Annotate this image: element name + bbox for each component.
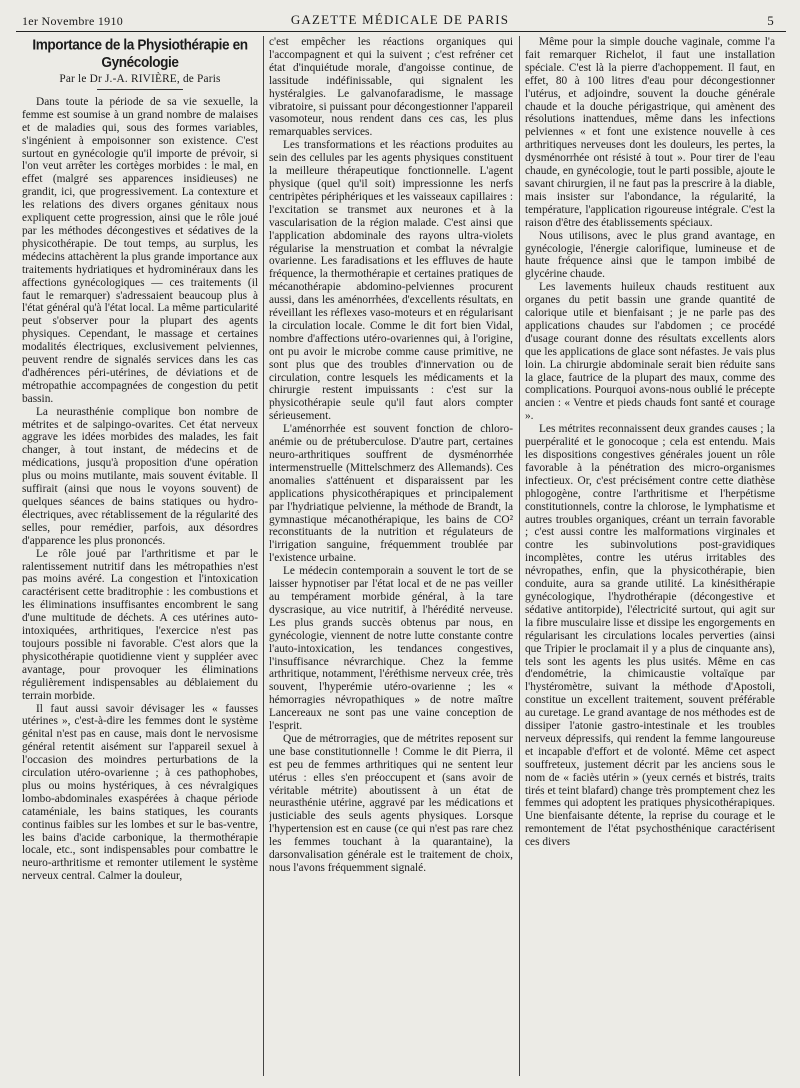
paragraph: c'est empêcher les réactions organiques qui l'accompagnent et qui la suivent ; c'est refréner cet état d'inquiétude morale, d'angoisse continue, de lassitude indéfinissable, qui signalent les hystéralgies. Le galvanofaradisme, le massage vibratoire, si puissant pour décongestionner l'appareil vasomoteur, nous rendent dans ces cas, les plus remarquables services.: [269, 36, 513, 139]
paragraph: Le rôle joué par l'arthritisme et par le ralentissement nutritif dans les métropathies n'est pas moins avéré. La congestion et l'intoxication caractérisent cette braditrophie : les combustions et les éliminations insuffisantes encombrent le sang d'une multitude de déchets. A ces utérines auto-intoxiquées, arthritiques, l'exercice n'est pas toujours possible ni favorable. C'est alors que la physicothérapie quotidienne vient y suppléer avec avantage, pour provoquer les éliminations régulièrement indispensables au déblaiement du terrain morbide.: [22, 547, 258, 702]
paragraph: La neurasthénie complique bon nombre de métrites et de salpingo-ovarites. Cet état nerveux aggrave les idées morbides des malades, les fait changer, à tout instant, de médecins et de médications, jusqu'à proposition d'une opération plus ou moins mutilante, mais souvent évitable. Il suffirait (ainsi que nous le voyons souvent) de quelques séances de bains statiques ou hydro-électriques, avec rétablissement de la régularité des selles, pour remédier, parfois, aux désordres d'apparence les plus prononcés.: [22, 405, 258, 547]
column-right: [525, 36, 775, 1076]
article-byline: Par le Dr J.-A. RIVIÈRE, de Paris: [59, 73, 221, 85]
column-middle: [269, 36, 513, 1076]
paragraph: L'aménorrhée est souvent fonction de chloro-anémie ou de prétuberculose. D'autre part, certaines neuro-arthritiques souffrent de dysménorrhée intermenstruelle (Mittelschmerz des Allemands). Ces anomalies s'atténuent et disparaissent par les applications physicothérapiques et principalement par l'hydriatique pelvienne, la méthode de Brandt, la gymnastique mécanothérapique, les bains de CO² reconstituants de la nutrition et régulateurs de l'irrigation sanguine, fréquemment troublée par l'existence urbaine.: [269, 423, 513, 565]
paragraph: Les transformations et les réactions produites au sein des cellules par les agents physiques constituent la meilleure thérapeutique fonctionnelle. L'agent physique (quel qu'il soit) impressionne les nerfs centripètes périphériques et les vaisseaux capillaires : l'excitation se transmet aux neurones et à la vascularisation de la région malade. C'est ainsi que l'application abdominale des rayons ultra-violets régularise la menstruation et combat la névralgie ovarienne. Les faradisations et les effluves de haute fréquence, la thermothérapie et certaines pratiques de mécanothérapie abdomino-pelviennes procurent aussi, dans les aménorrhées, d'excellents résultats, en réveillant les réflexes vaso-moteurs et en régularisant la circulation locale. Comme le dit fort bien Vidal, nombre d'affections utéro-ovariennes qui, à l'origine, ont pu avoir le microbe comme cause primitive, ne sont plus que des troubles d'innervation ou de circulation, contre lesquels les médicaments et la chirurgie restent impuissants : c'est sur la physicothérapie seule qu'il faut alors compter sérieusement.: [269, 139, 513, 423]
paragraph: Il faut aussi savoir dévisager les « fausses utérines », c'est-à-dire les femmes dont le système génital n'est pas en cause, mais dont le nervosisme général retentit aisément sur l'appareil sexuel à l'occasion des moindres perturbations de la circulation utéro-ovarienne ; à ces pathophobes, plus ou moins hystériques, à ces névralgiques lombo-abdominales exaspérées à chaque période cataméniale, les bains statiques, les courants continus faibles sur les lombes et sur le bas-ventre, les bains d'acide carbonique, la thermothérapie locale, etc., sont indispensables pour combattre le neuro-arthritisme et remonter utilement le système nerveux central. Calmer la douleur,: [22, 702, 258, 883]
issue-date: 1er Novembre 1910: [22, 14, 124, 28]
page-number: 5: [767, 13, 774, 28]
title-rule: [97, 89, 183, 90]
page-header: [22, 10, 778, 32]
paragraph: Le médecin contemporain a souvent le tort de se laisser hypnotiser par l'état local et de ne pas veiller au tempérament morbide général, à la tare dyscrasique, au vice nutritif, à l'hérédité nerveuse. Les plus grands succès obtenus par nous, en gynécologie, viennent de notre lutte constante contre l'auto-intoxication, les tendances congestives, l'insuffisance névrarchique. Chez la femme arthritique, notamment, l'éréthisme nerveux crée, très souvent, l'hyperémie utéro-ovarienne ; les « hémorragies névropathiques » de notre maître Lancereaux ne sont pas une vaine conception de l'esprit.: [269, 565, 513, 733]
article-title: Importance de la Physiothérapie en Gynécologie: [32, 36, 248, 71]
column-left: [22, 36, 258, 1076]
paragraph: Les lavements huileux chauds restituent aux organes du petit bassin une grande quantité de calorique utile et bienfaisant ; je ne parle pas des applications chaudes sur l'abdomen ; ce procédé d'usage courant donne des résultats excellents alors que les applications de glace sont néfastes. Je vais plus loin. La chirurgie abdominale serait bien réduite sans la glace, fautrice de la plupart des maux, comme des complications. Pourquoi avons-nous oublié le précepte ancien : « Ventre et pieds chauds font santé et courage ».: [525, 281, 775, 423]
paragraph: Que de métrorragies, que de métrites reposent sur une base constitutionnelle ! Comme le dit Pierra, il est peu de femmes arthritiques qui ne sentent leur utérus : elles s'en préoccupent et (sans avoir de véritable métrite) aboutissent à un état de neurasthénie utérine, aggravé par les médications et justiciable des seuls agents physiques. Lorsque l'hypertension est en cause (ce qui n'est pas rare chez les femmes touchant à la quarantaine), la darsonvalisation générale est le traitement de choix, nous l'avons fréquemment signalé.: [269, 732, 513, 874]
paragraph: Même pour la simple douche vaginale, comme l'a fait remarquer Richelot, il faut une installation spéciale. C'est là la pierre d'achoppement. Il faut, en effet, 80 à 100 litres d'eau pour décongestionner l'utérus, et adjoindre, souvent la douche générale chaude et la douche périgastrique, qui amènent des résolutions inattendues, même dans les infections pelviennes « et font une existence nouvelle à ces arthritiques nerveuses dont les douleurs, les pertes, la dysménorrhée ont résisté à tout ». Pour tirer de l'eau chaude, en gynécologie, tout le parti possible, ajoute le savant chirurgien, il ne faut pas la prescrire à la diable, mais insister sur l'abondance, la régularité, la température, l'application rigoureuse intégrale. C'est la raison d'être des établissements spéciaux.: [525, 36, 775, 229]
column-divider: [263, 36, 264, 1076]
paragraph: Les métrites reconnaissent deux grandes causes ; la puerpéralité et le gonocoque ; cela est entendu. Mais les dispositions congestives générales jouent un rôle favorable à la pénétration des micro-organismes infectieux. Or, c'est précisément contre cette diathèse phlogogène, contre l'arthritisme et l'herpétisme constitutionnels, contre la chlorose, le lymphatisme et autres troubles organiques, créant un terrain favorable ; c'est aussi contre les malformations virginales et contre les subinvolutions post-gravidiques incomplètes, contre les utérus irritables des névropathes, enfin, que la physicothérapie, bien conduite, aura sa grande utilité. La kinésithérapie gynécologique, l'hydrothérapie (décongestive et sédative antitorpide), l'électricité surtout, qui agit sur la fibre musculaire lisse et dissipe les engorgements en régularisant les circulations locales perverties (ainsi que Tripier le proclamait il y a plus de cinquante ans), tels sont les agents les plus usités. Même en cas d'endométrie, la chimicaustie voltaïque par l'hystéromètre, suivant la méthode d'Apostoli, constitue un excellent traitement, souvent préférable au curetage. Le grand avantage de nos méthodes est de dissiper l'atonie gastro-intestinale et les troubles nerveux dépressifs, qui rendent la femme langoureuse et incapable d'effort et de volonté. Même cet aspect souffreteux, justement décrit par les anciens sous le nom de « faciès utérin » (yeux cernés et bistrés, traits tirés et teint blafard) change très promptement chez les femmes qui adoptent les pratiques physicothérapiques. Une bienfaisante détente, la reprise du courage et le remontement de l'état psychosthénique caractérisent ces divers: [525, 423, 775, 849]
header-rule: [16, 31, 786, 32]
column-divider: [519, 36, 520, 1076]
paragraph: Dans toute la période de sa vie sexuelle, la femme est soumise à un grand nombre de malaises et de maladies qui, sous des formes variables, s'ingénient à empoisonner son existence. C'est surtout en gynécologie qu'il importe de prévoir, si l'on veut arrêter les cortèges morbides : le mal, en effet (malgré ses apparences insidieuses) ne grandit, ici, que progressivement. La contexture et les relations des divers organes génitaux nous expliquent cette progression, ainsi que le rôle joué par les méthodes décongestives et sédatives de la physicothérapie. De tout temps, au surplus, les médecins attachèrent la plus grande importance aux traitements hydriatiques et hydrominéraux dans les affections gynécologiques — ces traitements (il faut le remarquer) s'adressaient beaucoup plus à l'état général qu'à l'état local. La même particularité peut s'observer pour la plupart des agents physiques. Cependant, le massage et certaines modalités électriques, exclusivement pelviennes, peuvent rendre de signalés services dans les cas d'adhérences péri-utérines, de déviations et de métropathie accompagnées de congestion du petit bassin.: [22, 95, 258, 405]
journal-title: GAZETTE MÉDICALE DE PARIS: [290, 12, 510, 27]
paragraph: Nous utilisons, avec le plus grand avantage, en gynécologie, l'énergie calorifique, lumineuse et de haute fréquence ainsi que le tampon imbibé de glycérine chaude.: [525, 229, 775, 281]
